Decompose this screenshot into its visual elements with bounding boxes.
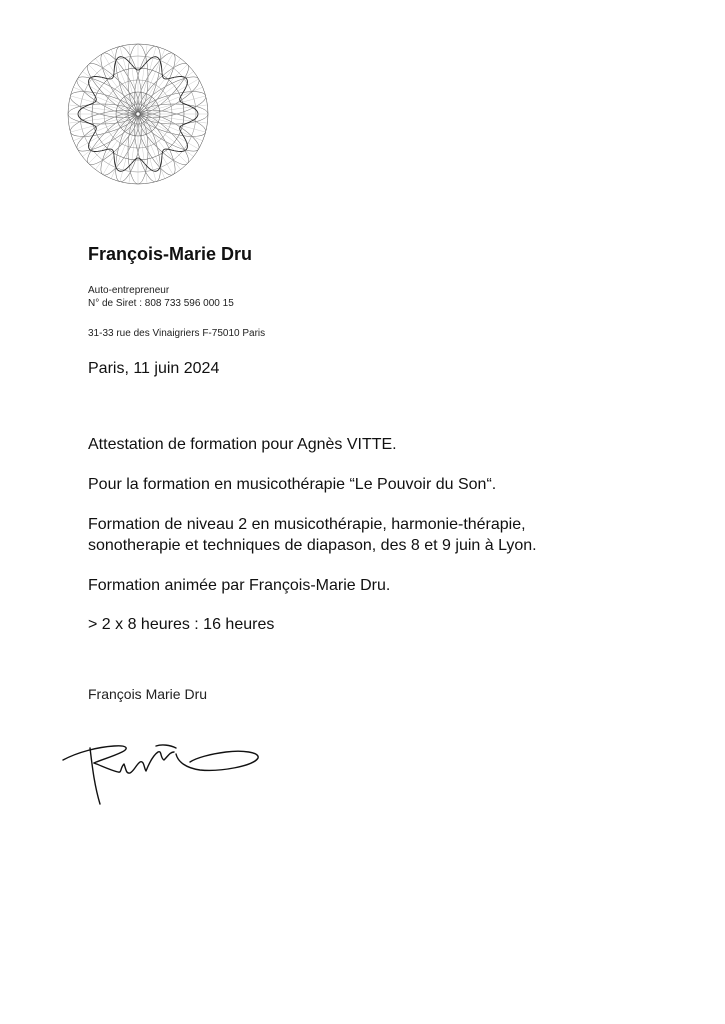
siret-number: N° de Siret : 808 733 596 000 15 — [88, 298, 234, 309]
training-title-line: Pour la formation en musicothérapie “Le Pouvoir du Son“. — [88, 476, 497, 493]
trainer-line: Formation animée par François-Marie Dru. — [88, 577, 391, 594]
attestation-line: Attestation de formation pour Agnès VITTE. — [88, 436, 397, 453]
handwritten-signature-icon — [60, 738, 265, 812]
place-and-date: Paris, 11 juin 2024 — [88, 360, 220, 377]
duration-line: > 2 x 8 heures : 16 heures — [88, 616, 275, 633]
signer-name: François Marie Dru — [88, 686, 208, 702]
author-name-heading: François-Marie Dru — [88, 244, 253, 264]
postal-address: 31-33 rue des Vinaigriers F-75010 Paris — [88, 328, 266, 339]
business-status: Auto-entrepreneur — [88, 285, 170, 296]
mandala-logo-icon — [62, 38, 214, 190]
training-description-line-1: Formation de niveau 2 en musicothérapie, harmonie-thérapie, — [88, 516, 526, 533]
training-description-line-2: sonotherapie et techniques de diapason, des 8 et 9 juin à Lyon. — [88, 537, 537, 554]
